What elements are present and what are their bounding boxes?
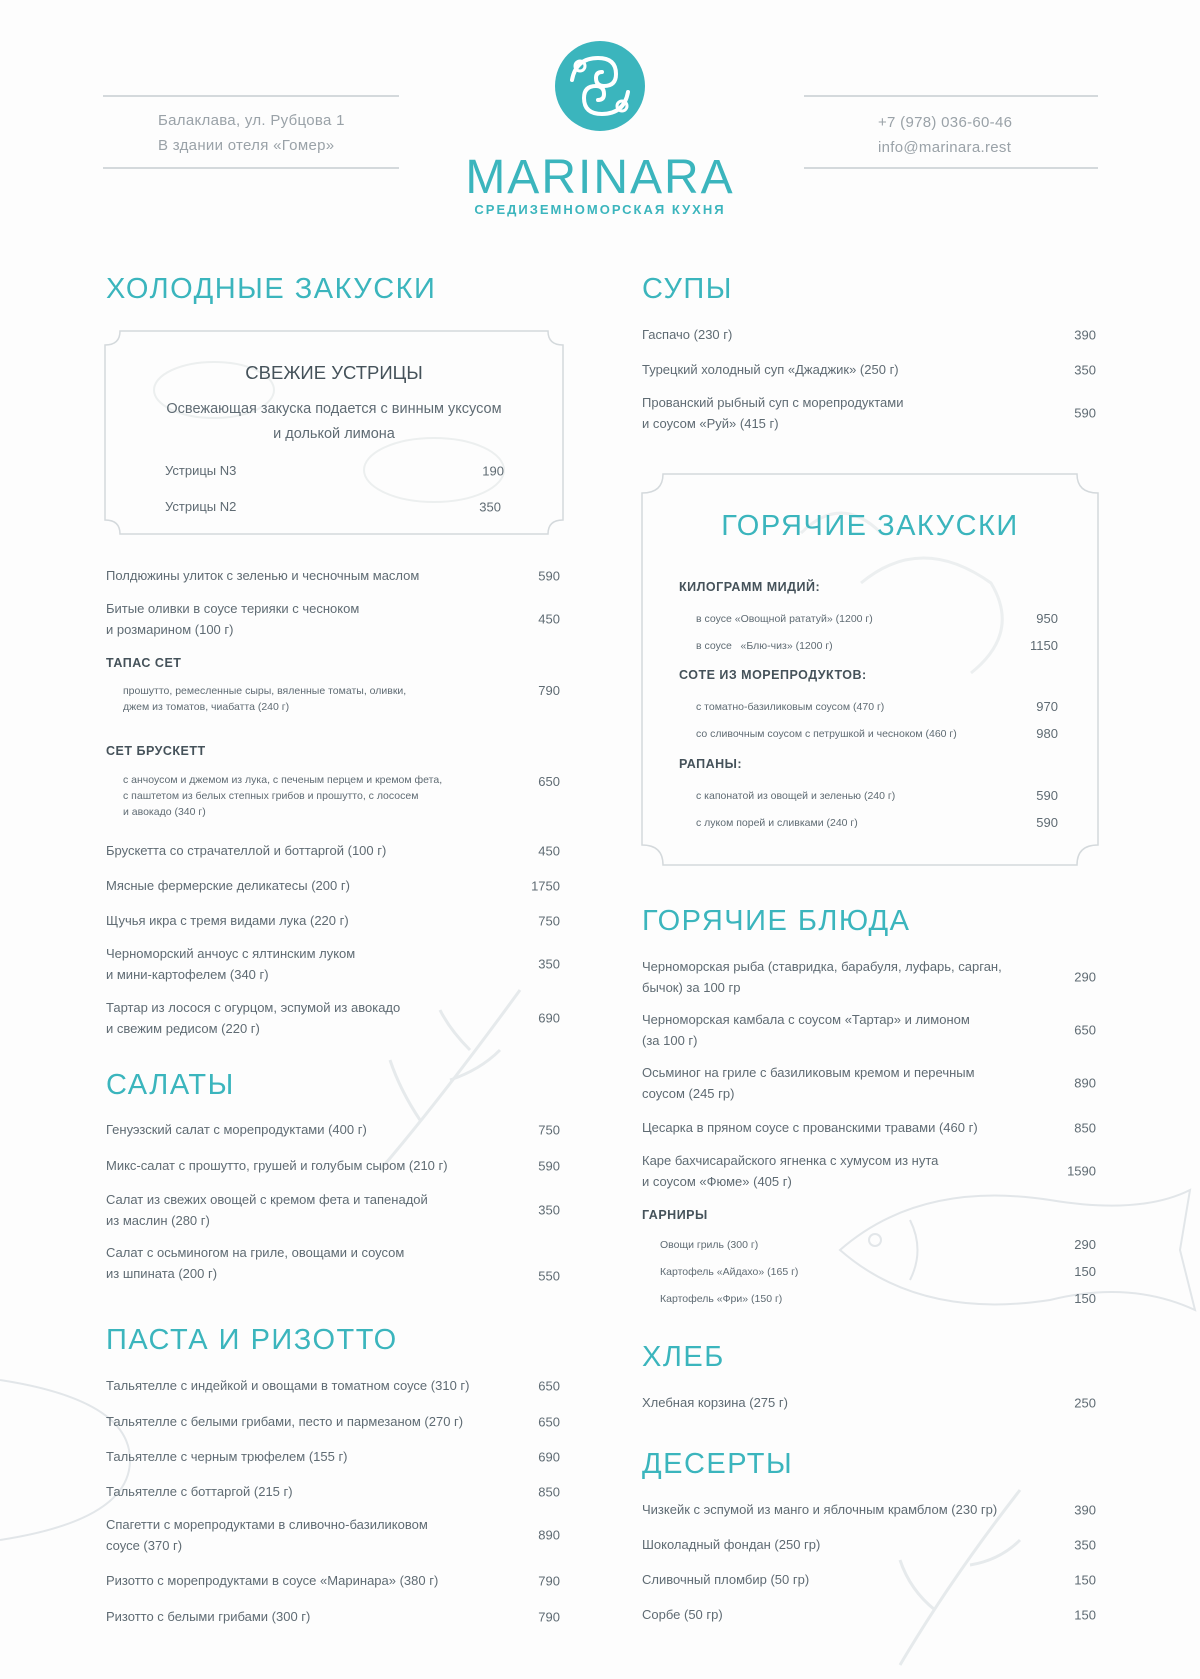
item-price: 690 <box>538 1449 560 1464</box>
item-name: со сливочным соусом с петрушкой и чесноком (460 г) <box>696 728 957 740</box>
menu-item <box>106 1189 560 1231</box>
item-price: 590 <box>1036 788 1058 803</box>
menu-item <box>106 1446 560 1467</box>
item-price: 650 <box>538 774 560 789</box>
menu-item <box>642 1009 1096 1051</box>
item-name: в соусе «Блю-чиз» (1200 г) <box>696 640 833 652</box>
item-name: Тальятелле с белыми грибами, песто и пармезаном (270 г) <box>106 1414 464 1429</box>
item-name: Тальятелле с черным трюфелем (155 г) <box>106 1449 348 1464</box>
item-name-continued: соусе (370 г) <box>106 1538 183 1553</box>
item-name: Тальятелле с индейкой и овощами в томатном соусе (310 г) <box>106 1378 470 1393</box>
item-price: 790 <box>538 1609 560 1624</box>
menu-item <box>696 788 1058 804</box>
subsection-title-saute: СОТЕ ИЗ МОРЕПРОДУКТОВ: <box>679 668 867 682</box>
item-name-continued: и соусом «Руй» (415 г) <box>642 416 779 431</box>
item-description: и авокадо (340 г) <box>123 806 206 818</box>
menu-item <box>696 638 1058 654</box>
menu-item <box>165 496 501 517</box>
item-price: 750 <box>538 913 560 928</box>
header-divider <box>103 167 399 169</box>
item-name-continued: из маслин (280 г) <box>106 1213 210 1228</box>
item-name: Микс-салат с прошутто, грушей и голубым сыром (210 г) <box>106 1158 448 1173</box>
menu-item <box>123 772 560 820</box>
item-name: Шоколадный фондан (250 гр) <box>642 1537 821 1552</box>
menu-item <box>106 840 560 861</box>
menu-item <box>106 943 560 985</box>
menu-item <box>660 1237 1096 1253</box>
item-price: 150 <box>1074 1291 1096 1306</box>
item-name: Черноморская камбала с соусом «Тартар» и лимоном <box>642 1012 970 1027</box>
item-name: Полдюжины улиток с зеленью и чесночным маслом <box>106 568 420 583</box>
item-name-continued: бычок) за 100 гр <box>642 980 741 995</box>
item-name: в соусе «Овощной рататуй» (1200 г) <box>696 613 873 625</box>
section-title-hot-dishes: ГОРЯЧИЕ БЛЮДА <box>642 905 911 937</box>
menu-item <box>642 1604 1096 1625</box>
item-name: Битые оливки в соусе терияки с чесноком <box>106 601 360 616</box>
menu-item <box>106 1514 560 1556</box>
menu-item <box>642 392 1096 434</box>
item-name-continued: соусом (245 гр) <box>642 1086 735 1101</box>
item-price: 350 <box>1074 1537 1096 1552</box>
menu-item <box>106 1119 560 1140</box>
item-name-continued: и розмарином (100 г) <box>106 622 234 637</box>
brand-name: MARINARA <box>465 151 735 204</box>
item-price: 450 <box>538 843 560 858</box>
header-divider <box>804 95 1098 97</box>
menu-item <box>642 1062 1096 1104</box>
section-title-cold: ХОЛОДНЫЕ ЗАКУСКИ <box>106 273 437 305</box>
menu-item <box>696 815 1058 831</box>
section-title-salads: САЛАТЫ <box>106 1069 235 1101</box>
item-name: Ризотто с белыми грибами (300 г) <box>106 1609 311 1624</box>
oysters-description <box>104 397 564 447</box>
oysters-title: СВЕЖИЕ УСТРИЦЫ <box>245 362 423 383</box>
menu-item <box>642 1569 1096 1590</box>
menu-item <box>642 1117 1096 1138</box>
menu-item <box>106 997 560 1039</box>
wave-spiral-logo-icon <box>554 40 646 132</box>
item-price: 890 <box>1074 1075 1096 1091</box>
item-name: с капонатой из овощей и зеленью (240 г) <box>696 790 896 802</box>
item-name: Устрицы N2 <box>165 499 237 514</box>
item-price: 350 <box>538 1202 560 1218</box>
menu-item <box>696 611 1058 627</box>
item-name: Картофель «Айдахо» (165 г) <box>660 1266 799 1278</box>
item-price: 890 <box>538 1527 560 1543</box>
menu-item <box>106 910 560 931</box>
subsection-title-bruschetta: СЕТ БРУСКЕТТ <box>106 744 206 758</box>
menu-item <box>106 1155 560 1176</box>
item-name: Гаспачо (230 г) <box>642 327 733 342</box>
item-description: с анчоусом и джемом из лука, с печеным перцем и кремом фета, <box>123 774 443 786</box>
menu-item <box>165 460 504 481</box>
item-name: Прованский рыбный суп с морепродуктами <box>642 395 904 410</box>
item-price: 550 <box>538 1268 560 1284</box>
item-price: 850 <box>1074 1120 1096 1135</box>
item-name: Салат из свежих овощей с кремом фета и тапенадой <box>106 1192 428 1207</box>
menu-item <box>123 683 560 715</box>
item-name: с томатно-базиликовым соусом (470 г) <box>696 701 885 713</box>
menu-item <box>642 1150 1096 1192</box>
menu-item <box>106 1481 560 1502</box>
contacts <box>878 110 1012 160</box>
item-description: джем из томатов, чиабатта (240 г) <box>123 701 290 713</box>
menu-item <box>660 1264 1096 1280</box>
menu-item <box>696 726 1058 742</box>
item-price: 1750 <box>531 878 560 893</box>
section-title-soups: СУПЫ <box>642 273 733 305</box>
item-name: Хлебная корзина (275 г) <box>642 1395 788 1410</box>
menu-item <box>106 1606 560 1627</box>
item-price: 1590 <box>1067 1163 1096 1179</box>
brand-tagline: СРЕДИЗЕМНОМОРСКАЯ КУХНЯ <box>474 202 726 217</box>
item-name: Сорбе (50 гр) <box>642 1607 723 1622</box>
item-name: Спагетти с морепродуктами в сливочно-базиликовом <box>106 1517 428 1532</box>
subsection-title-mussels: КИЛОГРАММ МИДИЙ: <box>679 580 821 594</box>
item-name: Мясные фермерские деликатесы (200 г) <box>106 878 350 893</box>
item-name: Брускетта со страчателлой и боттаргой (100 г) <box>106 843 387 858</box>
address-line: В здании отеля «Гомер» <box>158 137 335 154</box>
item-price: 150 <box>1074 1572 1096 1587</box>
item-description: с паштетом из белых степных грибов и прошутто, с лососем <box>123 790 419 802</box>
menu-item <box>106 1242 560 1284</box>
menu-item <box>642 956 1096 998</box>
subsection-title-tapas: ТАПАС СЕТ <box>106 656 182 670</box>
item-name: Осьминог на гриле с базиликовым кремом и перечным <box>642 1065 975 1080</box>
item-price: 980 <box>1036 726 1058 741</box>
phone-number[interactable]: +7 (978) 036-60-46 <box>878 114 1013 131</box>
item-price: 390 <box>1074 1502 1096 1517</box>
item-price: 590 <box>538 568 560 583</box>
item-name: Щучья икра с тремя видами лука (220 г) <box>106 913 349 928</box>
item-name-continued: из шпината (200 г) <box>106 1266 218 1281</box>
item-name: Устрицы N3 <box>165 463 237 478</box>
item-price: 970 <box>1036 699 1058 714</box>
item-price: 790 <box>538 683 560 698</box>
item-name: Тартар из лосося с огурцом, эспумой из авокадо <box>106 1000 401 1015</box>
item-price: 450 <box>538 611 560 627</box>
menu-item <box>642 359 1096 380</box>
item-price: 150 <box>1074 1607 1096 1622</box>
section-title-pasta: ПАСТА И РИЗОТТО <box>106 1324 398 1356</box>
item-name-continued: (за 100 г) <box>642 1033 698 1048</box>
item-name: Салат с осьминогом на гриле, овощами и соусом <box>106 1245 405 1260</box>
item-price: 1150 <box>1030 638 1058 653</box>
section-title-bread: ХЛЕБ <box>642 1341 725 1373</box>
item-description: прошутто, ремесленные сыры, вяленные томаты, оливки, <box>123 685 407 697</box>
oysters-desc-line: Освежающая закуска подается с винным уксусом <box>166 401 502 417</box>
item-name-continued: и мини-картофелем (340 г) <box>106 967 269 982</box>
item-name: Турецкий холодный суп «Джаджик» (250 г) <box>642 362 899 377</box>
hot-appetizers-title: ГОРЯЧИЕ ЗАКУСКИ <box>721 510 1019 542</box>
subsection-title-rapany: РАПАНЫ: <box>679 757 743 771</box>
item-price: 850 <box>538 1484 560 1499</box>
menu-item <box>642 324 1096 345</box>
item-price: 350 <box>479 499 501 514</box>
item-price: 650 <box>1074 1022 1096 1038</box>
menu-item <box>106 598 560 640</box>
menu-item <box>106 1570 560 1591</box>
item-price: 250 <box>1074 1395 1096 1410</box>
item-price: 790 <box>538 1573 560 1588</box>
item-price: 290 <box>1074 1237 1096 1252</box>
menu-item <box>642 1534 1096 1555</box>
menu-item <box>660 1291 1096 1307</box>
item-name: Чизкейк с эспумой из манго и яблочным крамблом (230 гр) <box>642 1502 998 1517</box>
item-price: 150 <box>1074 1264 1096 1279</box>
item-name: Генуэзский салат с морепродуктами (400 г) <box>106 1122 367 1137</box>
item-price: 590 <box>538 1158 560 1173</box>
address-line: Балаклава, ул. Рубцова 1 <box>158 112 345 129</box>
item-name: Черноморский анчоус с ялтинским луком <box>106 946 356 961</box>
menu-item <box>696 699 1058 715</box>
item-price: 290 <box>1074 969 1096 985</box>
item-name: Ризотто с морепродуктами в соусе «Маринара» (380 г) <box>106 1573 439 1588</box>
menu-item <box>106 1375 560 1396</box>
menu-item <box>642 1392 1096 1413</box>
item-price: 350 <box>538 956 560 972</box>
menu-item <box>106 875 560 896</box>
menu-item <box>642 1499 1096 1520</box>
item-name: Сливочный пломбир (50 гр) <box>642 1572 810 1587</box>
item-price: 590 <box>1074 405 1096 421</box>
item-price: 950 <box>1036 611 1058 626</box>
menu-item <box>106 565 560 586</box>
item-price: 590 <box>1036 815 1058 830</box>
header-divider <box>804 167 1098 169</box>
menu-item <box>106 1411 560 1432</box>
item-name-continued: и свежим редисом (220 г) <box>106 1021 260 1036</box>
item-name: с луком порей и сливками (240 г) <box>696 817 858 829</box>
item-price: 390 <box>1074 327 1096 342</box>
item-price: 650 <box>538 1378 560 1393</box>
subsection-title-garnish: ГАРНИРЫ <box>642 1208 708 1222</box>
item-name: Каре бахчисарайского ягненка с хумусом из нута <box>642 1153 939 1168</box>
item-name: Картофель «Фри» (150 г) <box>660 1293 783 1305</box>
item-name: Черноморская рыба (ставридка, барабуля, луфарь, сарган, <box>642 959 1002 974</box>
header-divider <box>103 95 399 97</box>
item-price: 690 <box>538 1010 560 1026</box>
item-name: Цесарка в пряном соусе с прованскими травами (460 г) <box>642 1120 978 1135</box>
item-name-continued: и соусом «Фюме» (405 г) <box>642 1174 792 1189</box>
section-title-desserts: ДЕСЕРТЫ <box>642 1448 794 1480</box>
item-price: 190 <box>482 463 504 478</box>
item-name: Тальятелле с боттаргой (215 г) <box>106 1484 293 1499</box>
oysters-desc-line: и долькой лимона <box>273 426 395 442</box>
item-name: Овощи гриль (300 г) <box>660 1239 759 1251</box>
email-link[interactable]: info@marinara.rest <box>878 139 1012 156</box>
item-price: 750 <box>538 1122 560 1137</box>
address <box>158 108 345 158</box>
item-price: 650 <box>538 1414 560 1429</box>
item-price: 350 <box>1074 362 1096 377</box>
